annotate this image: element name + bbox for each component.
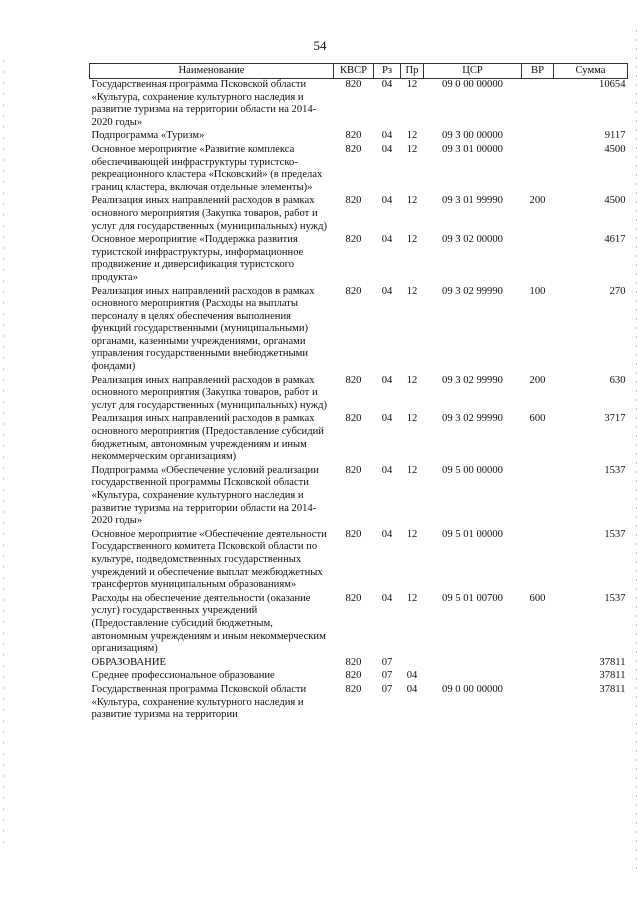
cell-vr [522,670,554,684]
table-row [90,130,628,144]
column-header-pr: Пр [401,64,424,79]
cell-vr: 200 [529,195,546,207]
table-row [90,670,628,684]
cell-pr: 12 [406,143,418,155]
column-header-name: Наименование [90,64,334,79]
table-row [90,195,628,234]
cell-vr [522,234,554,285]
cell-csr: 09 3 02 00000 [442,234,503,246]
cell-name: Реализация иных направлений расходов в рамках основного мероприятия (Закупка товаров, работ и услуг для государственных (муниципальных) нужд) [91,374,327,411]
column-header-sum: Сумма [554,64,628,79]
cell-pr: 12 [406,195,418,207]
cell-sum: 37811 [599,656,626,668]
page-number: 54 [313,38,327,53]
cell-rz: 04 [381,374,393,386]
cell-sum: 37811 [599,683,626,695]
cell-pr [401,657,424,671]
cell-vr [522,130,554,144]
cell-rz: 07 [381,683,393,695]
cell-pr: 04 [406,683,418,695]
cell-name: ОБРАЗОВАНИЕ [91,656,166,668]
cell-kvsr: 820 [345,528,362,540]
cell-csr: 09 0 00 00000 [442,79,503,90]
cell-csr: 09 5 01 00000 [442,528,503,540]
table-row [90,144,628,195]
cell-csr: 09 5 01 00700 [442,592,503,604]
cell-name: Реализация иных направлений расходов в рамках основного мероприятия (Закупка товаров, работ и услуг для государственных (муниципальных) нужд) [91,195,327,232]
cell-vr [522,465,554,529]
table-row [90,684,628,723]
cell-rz: 04 [381,528,393,540]
cell-kvsr: 820 [345,143,362,155]
cell-sum: 9117 [604,130,626,142]
cell-pr: 12 [406,285,418,297]
cell-pr: 12 [406,592,418,604]
cell-rz: 07 [381,670,393,682]
cell-sum: 4500 [604,143,626,155]
cell-rz: 04 [381,413,393,425]
table-row [90,286,628,375]
column-header-csr: ЦСР [424,64,522,79]
cell-kvsr: 820 [345,592,362,604]
table-row [90,465,628,529]
table-row [90,413,628,464]
table-header-row [90,64,628,79]
cell-kvsr: 820 [345,234,362,246]
cell-name: Основное мероприятие «Развитие комплекса обеспечивающей инфраструктуры туристско-рекреационного кластера «Псковский» (в пределах границ кластера, включая отдельные элементы)» [91,143,323,193]
cell-kvsr: 820 [345,656,362,668]
cell-sum: 10654 [599,79,626,90]
table-row [90,529,628,593]
cell-csr: 09 0 00 00000 [442,683,503,695]
cell-name: Подпрограмма «Туризм» [91,130,205,142]
cell-vr: 100 [529,285,546,297]
cell-kvsr: 820 [345,285,362,297]
cell-csr: 09 3 02 99990 [442,285,503,297]
scan-edge-right [636,30,637,875]
cell-name: Основное мероприятие «Поддержка развития туристской инфраструктуры, информационное продвижение и диверсификация туристского продукта» [91,234,304,283]
cell-vr [522,144,554,195]
cell-kvsr: 820 [345,79,362,90]
cell-vr [522,657,554,671]
cell-pr: 12 [406,79,418,90]
table-row [90,79,628,131]
cell-name: Государственная программа Псковской области «Культура, сохранение культурного наследия и развитие туризма на территории [91,683,307,721]
cell-csr: 09 5 00 00000 [442,464,503,476]
cell-rz: 04 [381,79,393,90]
cell-name: Основное мероприятие «Обеспечение деятельности Государственного комитета Псковской области по культуре, подведомственных государственных учреждений и обеспечение выплат межбюджетных трансфертов муниципальным образованиям» [91,528,327,591]
cell-vr [522,529,554,593]
cell-pr: 12 [406,130,418,142]
cell-kvsr: 820 [345,670,362,682]
cell-csr: 09 3 02 99990 [442,374,503,386]
table-row [90,234,628,285]
cell-sum: 37811 [599,670,626,682]
cell-sum: 1537 [604,464,626,476]
cell-vr: 600 [529,413,546,425]
cell-kvsr: 820 [345,683,362,695]
cell-csr: 09 3 00 00000 [442,130,503,142]
cell-csr: 09 3 02 99990 [442,413,503,425]
cell-name: Расходы на обеспечение деятельности (оказание услуг) государственных учреждений (Предоставление субсидий бюджетным, автономным учреждениям и иным некоммерческим организациям) [91,592,326,655]
cell-pr: 12 [406,464,418,476]
cell-kvsr: 820 [345,374,362,386]
cell-csr [424,657,522,671]
budget-table [89,63,628,723]
cell-pr: 12 [406,374,418,386]
column-header-vr: ВР [522,64,554,79]
cell-name: Государственная программа Псковской области «Культура, сохранение культурного наследия и развитие туризма на территории области на 2014-2020 годы» [91,79,317,128]
cell-sum: 4500 [604,195,626,207]
cell-kvsr: 820 [345,195,362,207]
cell-vr: 200 [529,374,546,386]
cell-sum: 270 [609,285,626,297]
table-row [90,593,628,657]
cell-rz: 04 [381,234,393,246]
cell-pr: 04 [406,670,418,682]
cell-csr [424,670,522,684]
cell-name: Подпрограмма «Обеспечение условий реализации государственной программы Псковской области «Культура, сохранение культурного наследия и развитие туризма на территории области на 2014-2020 годы» [91,464,319,527]
cell-rz: 04 [381,143,393,155]
cell-vr [522,79,554,131]
cell-name: Реализация иных направлений расходов в рамках основного мероприятия (Предоставление субсидий бюджетным, автономным учреждениям и иным некоммерческим организациям) [91,413,324,463]
cell-kvsr: 820 [345,130,362,142]
cell-csr: 09 3 01 99990 [442,195,503,207]
cell-sum: 4617 [604,234,626,246]
cell-pr: 12 [406,528,418,540]
column-header-rz: Рз [374,64,401,79]
cell-pr: 12 [406,413,418,425]
cell-rz: 04 [381,130,393,142]
cell-rz: 04 [381,195,393,207]
cell-name: Реализация иных направлений расходов в рамках основного мероприятия (Расходы на выплаты персоналу в целях обеспечения выполнения функций государственными (муниципальными) органами, казенными учреждениями, органами управления государственными внебюджетными фондами) [91,285,315,373]
cell-vr [522,684,554,723]
cell-rz: 04 [381,464,393,476]
table-row [90,375,628,414]
cell-sum: 630 [609,374,626,386]
cell-csr: 09 3 01 00000 [442,143,503,155]
cell-sum: 1537 [604,528,626,540]
cell-sum: 1537 [604,592,626,604]
cell-sum: 3717 [604,413,626,425]
cell-rz: 04 [381,592,393,604]
cell-name: Среднее профессиональное образование [91,670,275,682]
cell-kvsr: 820 [345,413,362,425]
cell-vr: 600 [529,592,546,604]
scan-edge-left [3,60,4,845]
cell-rz: 04 [381,285,393,297]
column-header-kvsr: КВСР [334,64,374,79]
cell-pr: 12 [406,234,418,246]
cell-kvsr: 820 [345,464,362,476]
cell-rz: 07 [381,656,393,668]
table-row [90,657,628,671]
